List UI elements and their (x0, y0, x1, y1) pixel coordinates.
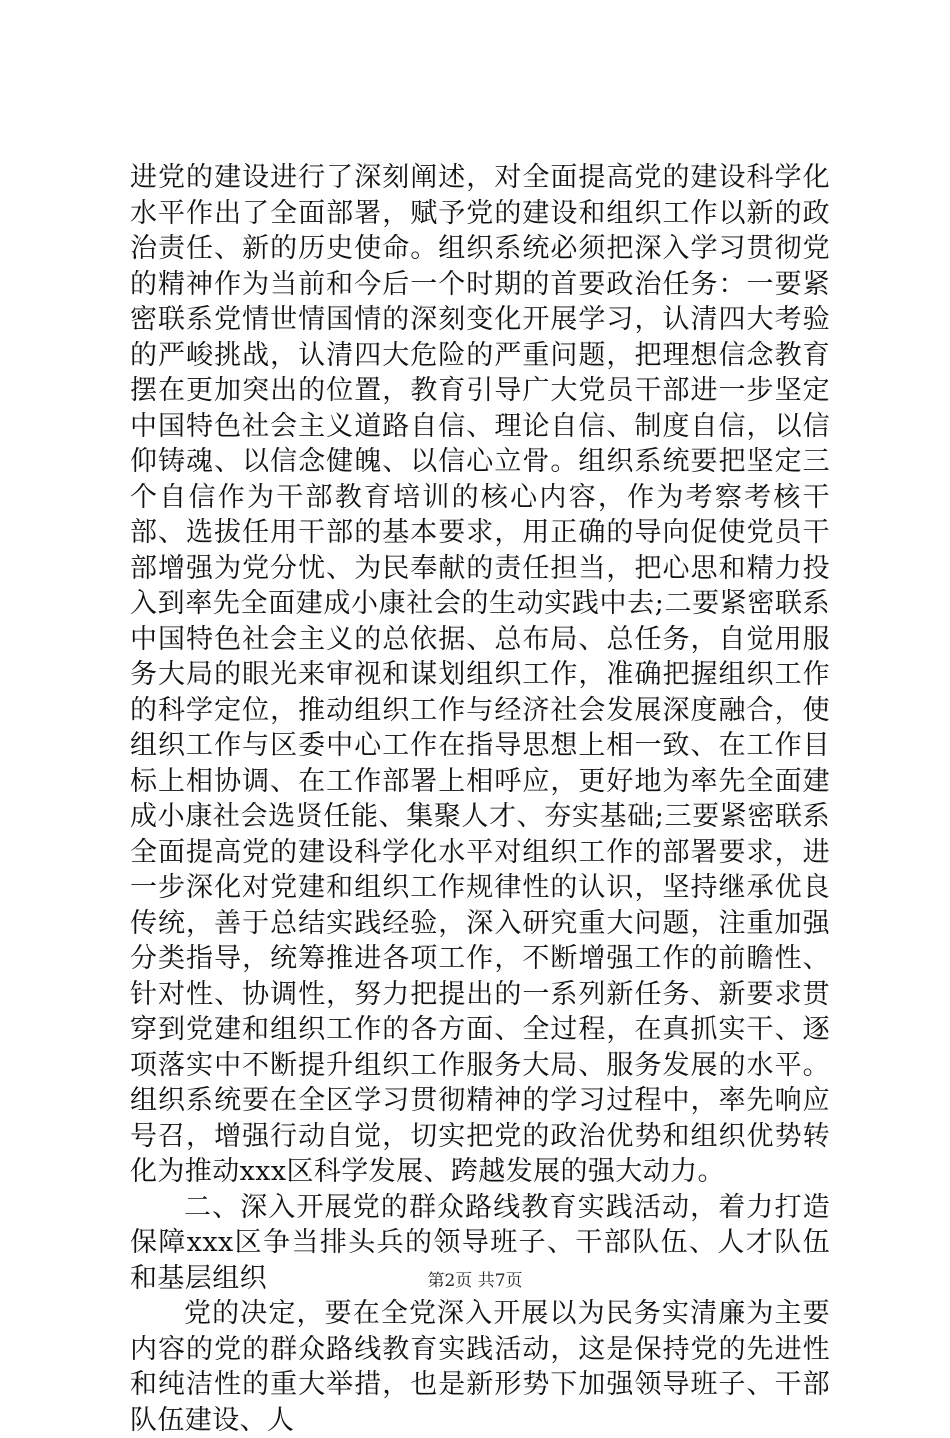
page-number-label: 第2页 共7页 (427, 1271, 523, 1291)
body-paragraph-continued: 进党的建设进行了深刻阐述，对全面提高党的建设科学化水平作出了全面部署，赋予党的建设和组织工作以新的政治责任、新的历史使命。组织系统必须把深入学习贯彻党的精神作为当前和今后一个时期的首要政治任务：一要紧密联系党情世情国情的深刻变化开展学习，认清四大考验的严峻挑战，认清四大危险的严重问题，把理想信念教育摆在更加突出的位置，教育引导广大党员干部进一步坚定中国特色社会主义道路自信、理论自信、制度自信，以信仰铸魂、以信念健魄、以信心立骨。组织系统要把坚定三个自信作为干部教育培训的核心内容，作为考察考核干部、选拔任用干部的基本要求，用正确的导向促使党员干部增强为党分忧、为民奉献的责任担当，把心思和精力投入到率先全面建成小康社会的生动实践中去;二要紧密联系中国特色社会主义的总依据、总布局、总任务，自觉用服务大局的眼光来审视和谋划组织工作，准确把握组织工作的科学定位，推动组织工作与经济社会发展深度融合，使组织工作与区委中心工作在指导思想上相一致、在工作目标上相协调、在工作部署上相呼应，更好地为率先全面建成小康社会选贤任能、集聚人才、夯实基础;三要紧密联系全面提高党的建设科学化水平对组织工作的部署要求，进一步深化对党建和组织工作规律性的认识，坚持继承优良传统，善于总结实践经验，深入研究重大问题，注重加强分类指导，统筹推进各项工作，不断增强工作的前瞻性、针对性、协调性，努力把提出的一系列新任务、新要求贯穿到党建和组织工作的各方面、全过程，在真抓实干、逐项落实中不断提升组织工作服务大局、服务发展的水平。组织系统要在全区学习贯彻精神的学习过程中，率先响应号召，增强行动自觉，切实把党的政治优势和组织优势转化为推动xxx区科学发展、跨越发展的强大动力。 (130, 162, 830, 1187)
section-heading-two: 二、深入开展党的群众路线教育实践活动，着力打造保障xxx区争当排头兵的领导班子、干部队伍、人才队伍和基层组织 (130, 1191, 830, 1294)
body-paragraph: 党的决定，要在全党深入开展以为民务实清廉为主要内容的党的群众路线教育实践活动，这是保持党的先进性和纯洁性的重大举措，也是新形势下加强领导班子、干部队伍建设、人 (130, 1298, 830, 1436)
document-body (130, 160, 830, 1438)
page-footer (0, 1266, 950, 1291)
